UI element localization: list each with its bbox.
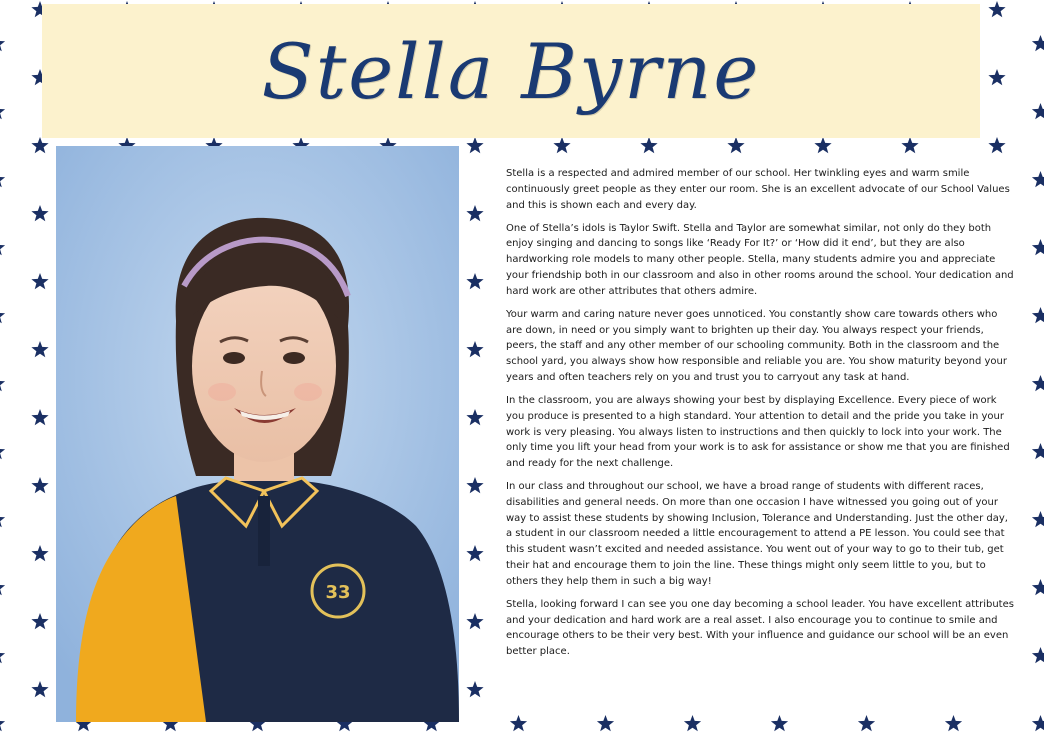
star-decoration [727,137,744,153]
star-decoration [466,613,483,629]
star-decoration [0,307,5,323]
star-decoration [1032,239,1044,255]
star-decoration [945,715,962,731]
star-decoration [466,409,483,425]
star-decoration [988,1,1005,17]
star-decoration [0,103,5,119]
star-decoration [1032,715,1044,731]
star-decoration [1032,375,1044,391]
star-decoration [1032,443,1044,459]
star-decoration [466,137,483,153]
paragraph-4: In the classroom, you are always showing your best by displaying Excellence. Every piece of work you produce is presented to a high standard. Your attention to detail and the pride you take in your work is very pleasing. You always listen to instructions and then quickly to lock into your work. The only time you lift your head from your work is to ask for assistance or show me that you are finished and ready for the next challenge. [506,394,1010,470]
star-decoration [1032,103,1044,119]
star-decoration [31,137,48,153]
star-decoration [858,715,875,731]
polo-placket [258,496,270,566]
star-decoration [988,137,1005,153]
star-decoration [0,443,5,459]
school-badge-number: 33 [325,582,351,603]
star-decoration [31,477,48,493]
student-description [498,160,1022,708]
star-decoration [771,715,788,731]
star-decoration [0,715,5,731]
star-decoration [640,137,657,153]
star-decoration [31,545,48,561]
star-decoration [0,511,5,527]
right-eye [283,352,305,364]
page-title: Stella Byrne [261,26,761,116]
star-decoration [31,341,48,357]
paragraph-2: One of Stella’s idols is Taylor Swift. Stella and Taylor are somewhat similar, not only do they both enjoy singing and dancing to songs like ‘Ready For It?’ or ‘How did it end’, but they are also hardworking role models to many other people. Stella, many students admire you and appreciate your friendship both in our classroom and also in other rooms around the school. Your dedication and hard work are other attributes that others admire. [506,222,1014,297]
paragraph-1: Stella is a respected and admired member of our school. Her twinkling eyes and warm smile continuously greet people as they enter our room. She is an excellent advocate of our School Values and this is shown each and every day. [506,168,1010,211]
star-decoration [510,715,527,731]
star-decoration [466,545,483,561]
star-decoration [0,375,5,391]
star-decoration [466,341,483,357]
star-decoration [1032,647,1044,663]
star-decoration [31,205,48,221]
title-banner [42,4,980,138]
star-decoration [988,69,1005,85]
right-cheek [294,383,322,401]
star-decoration [466,681,483,697]
left-cheek [208,383,236,401]
star-decoration [1032,171,1044,187]
star-decoration [0,579,5,595]
star-decoration [1032,35,1044,51]
star-decoration [814,137,831,153]
paragraph-6: Stella, looking forward I can see you one day becoming a school leader. You have excellent attributes and your dedication and hard work are a real asset. I also encourage you to continue to smile and encourage others to be their very best. With your influence and guidance our school will be an even better place. [506,598,1014,658]
star-decoration [466,273,483,289]
student-photo [56,146,459,722]
star-decoration [597,715,614,731]
star-decoration [1032,579,1044,595]
star-decoration [31,273,48,289]
left-eye [223,352,245,364]
star-decoration [1032,511,1044,527]
star-decoration [466,205,483,221]
star-decoration [466,477,483,493]
star-decoration [1032,307,1044,323]
star-decoration [553,137,570,153]
star-decoration [901,137,918,153]
star-decoration [0,35,5,51]
star-decoration [31,409,48,425]
paragraph-5: In our class and throughout our school, we have a broad range of students with different races, disabilities and general needs. On more than one occasion I have witnessed you going out of your way to assist these students by showing Inclusion, Tolerance and Understanding. Just the other day, a student in our classroom needed a little encouragement to attend a PE lesson. You could see that this student wasn’t excited and needed assistance. You went out of your way to go to their tub, get their hat and encourage them to join the line. These things might only seem little to you, but to others they help them in such a big way! [506,481,1008,587]
star-decoration [0,239,5,255]
paragraph-3: Your warm and caring nature never goes unnoticed. You constantly show care towards others who are down, in need or you simply want to brighten up their day. You always respect your friends, peers, the staff and any other member of our schooling community. Both in the classroom and the school yard, you always show how responsible and reliable you are. You show maturity beyond your years and often teachers rely on you and trust you to carryout any task at hand. [506,308,1007,383]
star-decoration [31,613,48,629]
star-decoration [684,715,701,731]
star-decoration [31,681,48,697]
star-decoration [0,647,5,663]
star-decoration [0,171,5,187]
